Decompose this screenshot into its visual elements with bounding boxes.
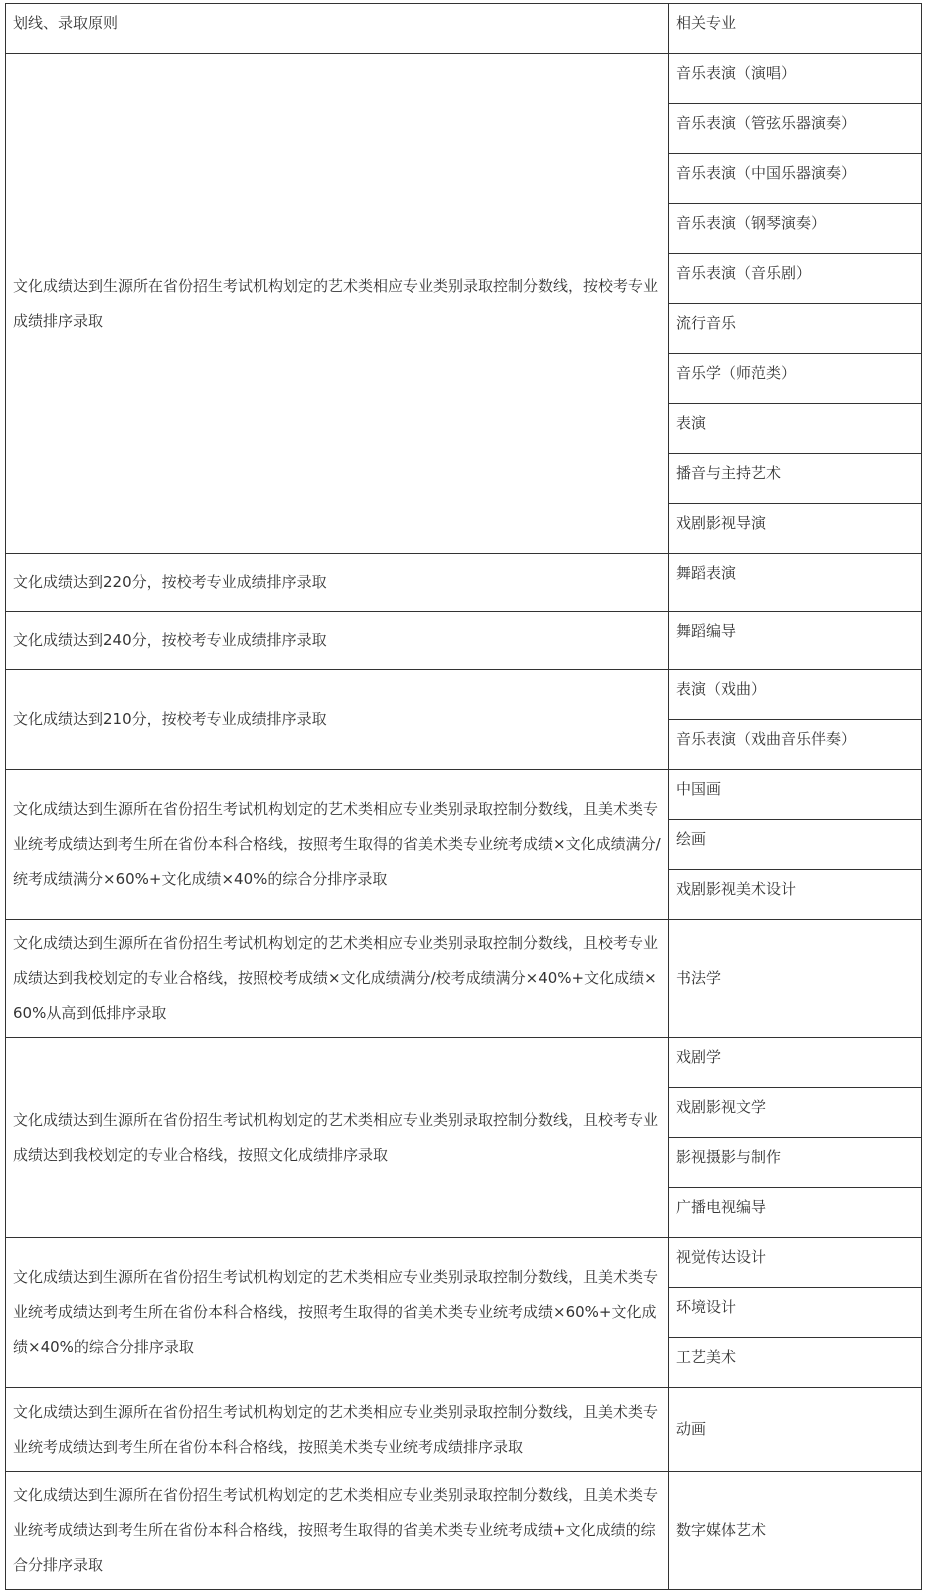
header-principle: 划线、录取原则 xyxy=(6,4,669,54)
principle-cell: 文化成绩达到生源所在省份招生考试机构划定的艺术类相应专业类别录取控制分数线，且美术类专业统考成绩达到考生所在省份本科合格线，按照美术类专业统考成绩排序录取 xyxy=(6,1388,669,1472)
table-row xyxy=(6,54,922,104)
admission-table xyxy=(5,3,922,1590)
table-row xyxy=(6,770,922,820)
principle-cell: 文化成绩达到生源所在省份招生考试机构划定的艺术类相应专业类别录取控制分数线，且美术类专业统考成绩达到考生所在省份本科合格线，按照考生取得的省美术类专业统考成绩×60%+文化成绩×40%的综合分排序录取 xyxy=(6,1238,669,1388)
major-cell: 戏剧学 xyxy=(669,1038,922,1088)
principle-cell: 文化成绩达到210分，按校考专业成绩排序录取 xyxy=(6,670,669,770)
major-cell: 工艺美术 xyxy=(669,1338,922,1388)
principle-cell: 文化成绩达到生源所在省份招生考试机构划定的艺术类相应专业类别录取控制分数线，且校考专业成绩达到我校划定的专业合格线，按照校考成绩×文化成绩满分/校考成绩满分×40%+文化成绩×60%从高到低排序录取 xyxy=(6,920,669,1038)
major-cell: 戏剧影视文学 xyxy=(669,1088,922,1138)
major-cell: 影视摄影与制作 xyxy=(669,1138,922,1188)
major-cell: 音乐表演（管弦乐器演奏） xyxy=(669,104,922,154)
major-cell: 表演（戏曲） xyxy=(669,670,922,720)
major-cell: 动画 xyxy=(669,1388,922,1472)
major-cell: 音乐表演（音乐剧） xyxy=(669,254,922,304)
major-cell: 书法学 xyxy=(669,920,922,1038)
table-row xyxy=(6,1038,922,1088)
major-cell: 播音与主持艺术 xyxy=(669,454,922,504)
table-row xyxy=(6,612,922,670)
principle-cell: 文化成绩达到生源所在省份招生考试机构划定的艺术类相应专业类别录取控制分数线，且美术类专业统考成绩达到考生所在省份本科合格线，按照考生取得的省美术类专业统考成绩+文化成绩的综合分排序录取 xyxy=(6,1472,669,1590)
major-cell: 表演 xyxy=(669,404,922,454)
table-row xyxy=(6,554,922,612)
table-row xyxy=(6,670,922,720)
major-cell: 音乐表演（演唱） xyxy=(669,54,922,104)
major-cell: 视觉传达设计 xyxy=(669,1238,922,1288)
major-cell: 戏剧影视导演 xyxy=(669,504,922,554)
admission-table-container xyxy=(5,3,921,1590)
table-row xyxy=(6,1238,922,1288)
table-row xyxy=(6,920,922,1038)
major-cell: 音乐表演（戏曲音乐伴奏） xyxy=(669,720,922,770)
table-row xyxy=(6,1472,922,1590)
major-cell: 舞蹈编导 xyxy=(669,612,922,670)
header-major: 相关专业 xyxy=(669,4,922,54)
major-cell: 绘画 xyxy=(669,820,922,870)
major-cell: 环境设计 xyxy=(669,1288,922,1338)
table-header-row xyxy=(6,4,922,54)
table-row xyxy=(6,1388,922,1472)
major-cell: 数字媒体艺术 xyxy=(669,1472,922,1590)
major-cell: 中国画 xyxy=(669,770,922,820)
major-cell: 广播电视编导 xyxy=(669,1188,922,1238)
major-cell: 音乐学（师范类） xyxy=(669,354,922,404)
principle-cell: 文化成绩达到生源所在省份招生考试机构划定的艺术类相应专业类别录取控制分数线，按校考专业成绩排序录取 xyxy=(6,54,669,554)
major-cell: 舞蹈表演 xyxy=(669,554,922,612)
principle-cell: 文化成绩达到生源所在省份招生考试机构划定的艺术类相应专业类别录取控制分数线，且校考专业成绩达到我校划定的专业合格线，按照文化成绩排序录取 xyxy=(6,1038,669,1238)
major-cell: 戏剧影视美术设计 xyxy=(669,870,922,920)
major-cell: 流行音乐 xyxy=(669,304,922,354)
principle-cell: 文化成绩达到生源所在省份招生考试机构划定的艺术类相应专业类别录取控制分数线，且美术类专业统考成绩达到考生所在省份本科合格线，按照考生取得的省美术类专业统考成绩×文化成绩满分/统考成绩满分×60%+文化成绩×40%的综合分排序录取 xyxy=(6,770,669,920)
principle-cell: 文化成绩达到240分，按校考专业成绩排序录取 xyxy=(6,612,669,670)
principle-cell: 文化成绩达到220分，按校考专业成绩排序录取 xyxy=(6,554,669,612)
major-cell: 音乐表演（钢琴演奏） xyxy=(669,204,922,254)
major-cell: 音乐表演（中国乐器演奏） xyxy=(669,154,922,204)
